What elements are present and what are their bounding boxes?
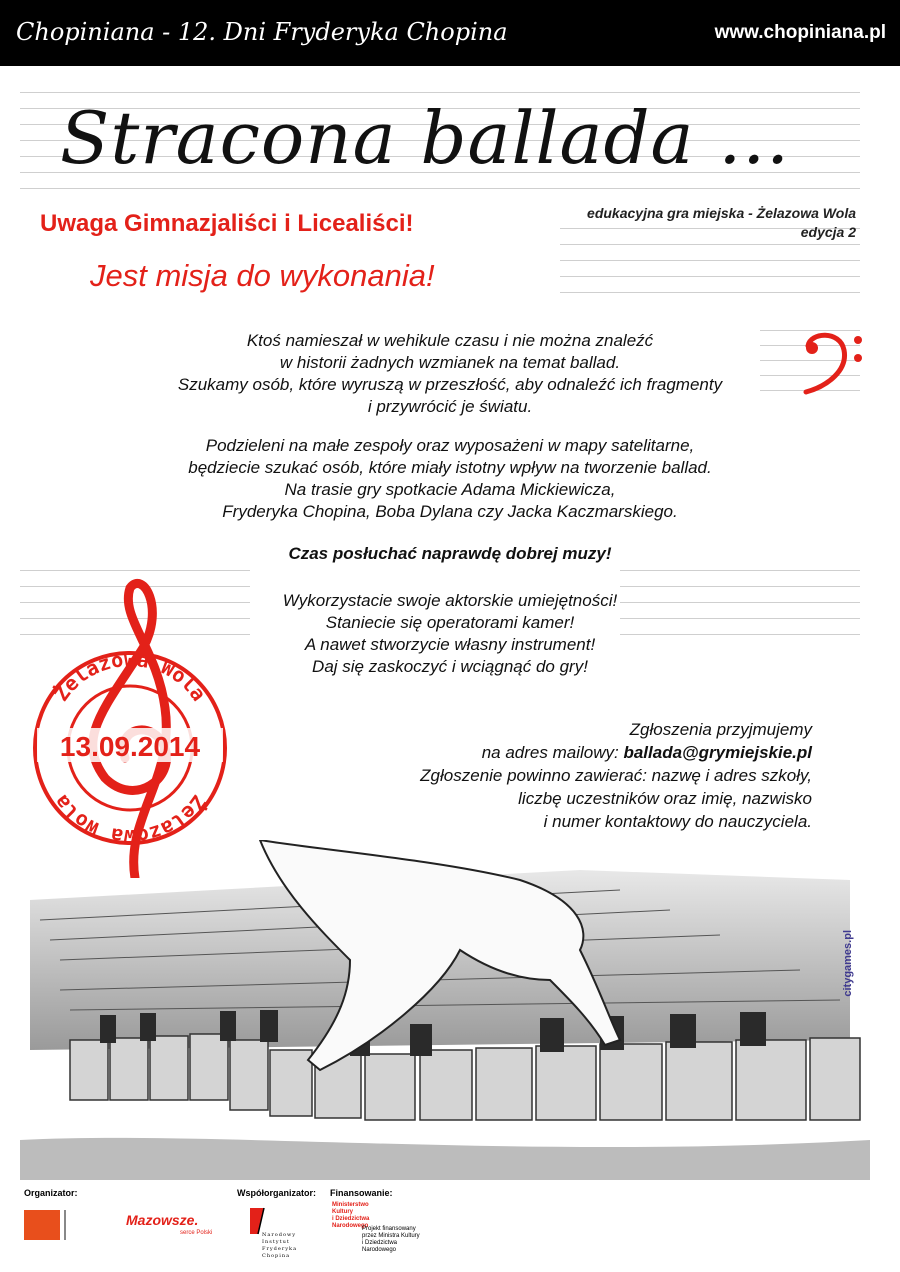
text-line: Wykorzystacie swoje aktorskie umiejętności!: [282, 591, 618, 610]
mkidn-line: i Dziedzictwa: [332, 1216, 370, 1222]
festival-title: Chopiniana - 12. Dni Fryderyka Chopina: [16, 18, 508, 46]
subtitle-line-1: edukacyjna gra miejska - Żelazowa Wola: [587, 205, 856, 221]
headline-mission: Jest misja do wykonania!: [90, 258, 435, 293]
piano-keys: [70, 1034, 860, 1120]
note-line: i Dziedzictwa: [362, 1240, 398, 1246]
music-slogan: Czas posłuchać naprawdę dobrej muzy!: [288, 544, 612, 563]
text-line: Szukamy osób, które wyruszą w przeszłość, aby odnaleźć ich fragmenty: [177, 375, 723, 394]
registration-info: [420, 718, 812, 833]
text-line: A nawet stworzycie własny instrument!: [304, 635, 596, 654]
project-funding-note: [362, 1226, 420, 1254]
organizer-label: Organizator:: [24, 1188, 78, 1198]
text-line: Zgłoszenie powinno zawierać: nazwę i adres szkoły,: [420, 766, 812, 785]
stamp-bottom-text: Żelazowa Wola: [48, 790, 212, 849]
date-stamp: [25, 578, 235, 878]
mkidn-line: Kultury: [332, 1209, 353, 1215]
nifc-line: Fryderyka: [262, 1246, 298, 1252]
headline-students: Uwaga Gimnazjaliści i Licealiści!: [40, 210, 414, 237]
text-line: Fryderyka Chopina, Boba Dylana czy Jacka Kaczmarskiego.: [222, 502, 678, 521]
text-line: Ktoś namieszał w wehikule czasu i nie można znaleźć: [246, 331, 654, 350]
text-line: Zgłoszenia przyjmujemy: [629, 720, 812, 739]
text-line: Podzieleni na małe zespoły oraz wyposażeni w mapy satelitarne,: [205, 436, 695, 455]
funding-label: Finansowanie:: [330, 1188, 393, 1198]
citygames-credit: citygames.pl: [842, 930, 854, 997]
game-subtitle: [587, 204, 856, 242]
organizer-logo-text: [64, 1210, 116, 1240]
mazowsze-logo: Mazowsze.: [126, 1212, 199, 1228]
piano-hand-illustration: [20, 840, 870, 1180]
nifc-logo-text: [262, 1232, 297, 1260]
mazowsze-tagline: serce Polski: [180, 1230, 213, 1236]
text-line: będziecie szukać osób, które miały istotny wpływ na tworzenie ballad.: [188, 458, 712, 477]
text-line: i przywrócić je światu.: [367, 397, 533, 416]
text-line: i numer kontaktowy do nauczyciela.: [543, 812, 812, 831]
subtitle-line-2: edycja 2: [800, 224, 856, 240]
nifc-line: Chopina: [262, 1253, 291, 1259]
paragraph-intro: [0, 330, 900, 418]
text-line: Na trasie gry spotkacie Adama Mickiewicza,: [284, 480, 616, 499]
mkidn-line: Ministerstwo: [332, 1202, 369, 1208]
organizer-logo-mck: [24, 1210, 60, 1240]
nifc-line: Instytut: [262, 1239, 290, 1245]
note-line: Narodowego: [362, 1247, 397, 1253]
text-line: w historii żadnych wzmianek na temat ballad.: [279, 353, 621, 372]
mkidn-line: Narodowego: [332, 1223, 369, 1229]
text-line: liczbę uczestników oraz imię, nazwisko: [518, 789, 812, 808]
coorganizer-label: Współorganizator:: [237, 1188, 316, 1198]
email-line: [420, 741, 812, 764]
paragraph-teams: [0, 435, 900, 523]
note-line: Projekt finansowany: [362, 1226, 416, 1232]
poster-title: Stracona ballada ...: [60, 96, 791, 180]
email-link[interactable]: ballada@grymiejskie.pl: [623, 743, 812, 762]
nifc-line: Narodowy: [262, 1232, 297, 1238]
email-prefix: na adres mailowy:: [481, 743, 624, 762]
top-bar: [0, 0, 900, 66]
stamp-date: 13.09.2014: [59, 731, 201, 762]
website-link[interactable]: www.chopiniana.pl: [714, 22, 886, 43]
stamp-top-text: Żelazowa Wola: [48, 647, 212, 706]
text-line: Daj się zaskoczyć i wciągnąć do gry!: [312, 657, 588, 676]
note-line: przez Ministra Kultury: [362, 1233, 420, 1239]
text-line: Staniecie się operatorami kamer!: [325, 613, 575, 632]
